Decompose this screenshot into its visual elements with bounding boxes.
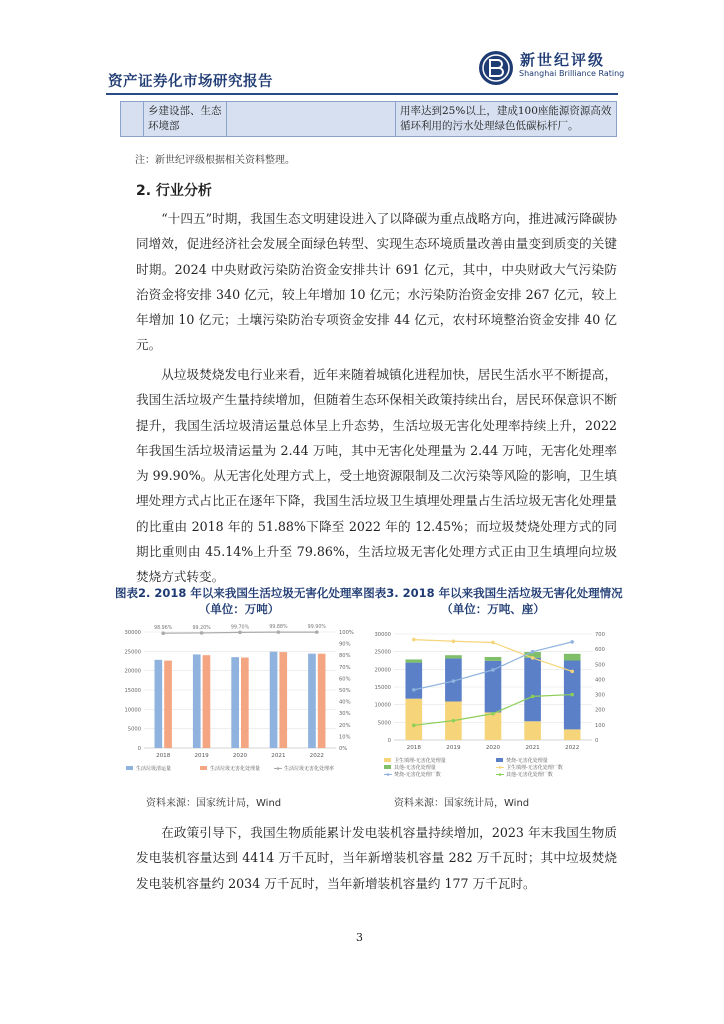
table-cell-content: 用率达到25%以上，建成100座能源资源高效循环利用的污水处理绿色低碳标杆厂。 [396,102,617,137]
legend-label: 焚烧-无害化处理厂数 [394,772,441,778]
data-point [412,638,416,642]
bar [318,654,326,748]
bar-segment [485,657,502,661]
y-left-tick-label: 5000 [127,726,141,733]
logo-english-name: Shanghai Brilliance Rating [519,69,625,78]
table-note: 注：新世纪评级根据相关资料整理。 [135,155,295,166]
data-label: 99.88% [269,625,288,631]
legend-label: 生活垃圾无害化处理率 [284,766,335,772]
bar-segment [405,663,422,699]
legend-swatch [496,758,503,762]
x-tick-label: 2019 [194,753,209,759]
legend-label: 生活垃圾无害化处理量 [210,766,261,772]
x-tick-label: 2021 [271,753,286,759]
bar-segment [445,655,462,658]
y-right-tick-label: 0 [595,738,599,744]
y-right-tick-label: 60% [339,676,351,683]
legend-swatch [384,758,391,762]
data-point [315,630,319,634]
y-right-tick-label: 80% [339,653,351,660]
legend-marker [387,773,390,776]
y-right-tick-label: 30% [339,711,351,718]
data-point [238,631,242,635]
bar-segment [564,654,581,661]
brilliance-logo-icon [478,50,514,86]
figure-2-source: 资料来源：国家统计局，Wind [146,798,282,809]
data-label: 99.90% [307,625,326,631]
page-number: 3 [356,931,363,944]
data-label: 98.96% [154,626,173,632]
x-tick-label: 2020 [485,745,501,751]
bar [241,658,249,748]
legend-swatch [200,766,207,770]
y-left-tick-label: 10000 [374,702,391,709]
legend-marker [499,773,502,776]
bar [155,660,163,748]
bar-segment [405,699,422,740]
data-point [277,630,281,634]
logo-chinese-name: 新世纪评级 [520,51,606,69]
y-right-tick-label: 50% [339,688,351,694]
data-point [531,695,535,699]
legend-marker [499,766,502,769]
chart-treatment-methods [364,624,618,782]
y-left-tick-label: 25000 [124,649,141,656]
x-tick-label: 2018 [156,753,171,759]
legend-swatch [384,765,391,769]
y-right-tick-label: 300 [595,692,605,699]
y-left-tick-label: 30000 [124,630,141,636]
data-point [491,712,495,716]
legend-label: 其他-无害化处理厂数 [506,772,553,778]
legend-label: 生活垃圾清运量 [136,766,172,772]
report-title: 资产证券化市场研究报告 [108,74,273,90]
bar-segment [405,659,422,662]
data-point [412,724,416,728]
y-right-tick-label: 600 [595,647,605,654]
bar-segment [564,729,581,740]
data-point [570,640,574,644]
y-left-tick-label: 10000 [124,707,141,714]
bar-segment [524,658,541,722]
x-tick-label: 2022 [565,745,580,751]
figure-3-title: 图表3. 2018 年以来我国生活垃圾无害化处理情况（单位：万吨、座） [363,586,623,616]
legend-label: 卫生填埋-无害化处理量 [394,758,446,764]
data-point [531,650,535,654]
data-point [161,631,165,635]
x-tick-label: 2022 [309,753,324,759]
table-cell-empty [227,102,396,137]
x-tick-label: 2018 [406,745,421,751]
y-left-tick-label: 30000 [374,632,391,638]
paragraph-3: 在政策引导下，我国生物质能累计发电装机容量持续增加，2023 年末我国生物质发电装机容量达到 4414 万千瓦时，当年新增装机容量 282 万千瓦时；其中垃圾焚烧发电装机容量约 2034 万千瓦时，当年新增装机容量约 177 万千瓦时。 [136,825,617,891]
legend-label: 焚烧-无害化处理量 [506,758,548,764]
y-right-tick-label: 500 [595,662,605,669]
data-point [491,668,495,672]
bar-segment [485,712,502,740]
figure-2-title: 图表2. 2018 年以来我国生活垃圾无害化处理率（单位：万吨） [115,586,363,616]
y-right-tick-label: 100% [339,630,354,636]
legend-label: 卫生填埋-无害化处理厂数 [506,765,563,771]
data-point [412,688,416,692]
y-right-tick-label: 400 [595,677,605,684]
y-right-tick-label: 90% [339,641,351,648]
table-row [121,102,617,137]
y-right-tick-label: 0% [339,746,348,752]
bar [270,652,278,748]
y-right-tick-label: 70% [339,664,351,671]
table-cell-department: 乡建设部、生态环境部 [144,102,227,137]
chart-harmless-treatment-rate [114,624,364,774]
data-point [570,693,574,697]
y-left-tick-label: 25000 [374,649,391,656]
bar [231,657,239,748]
y-right-tick-label: 40% [339,699,351,706]
y-left-tick-label: 15000 [374,685,391,691]
y-right-tick-label: 10% [339,734,351,741]
bar [193,654,201,748]
legend-swatch [126,766,133,770]
section-heading: 2. 行业分析 [136,183,212,199]
data-label: 99.20% [192,625,211,631]
policy-table [120,101,617,137]
data-point [452,679,456,683]
header-divider [106,93,618,95]
x-tick-label: 2019 [446,745,461,751]
y-left-tick-label: 20000 [124,668,141,675]
data-point [452,719,456,723]
bar-segment [524,721,541,740]
data-point [570,670,574,674]
data-point [491,641,495,645]
y-left-tick-label: 20000 [374,667,391,674]
data-point [452,639,456,643]
x-tick-label: 2021 [525,745,540,751]
bar [308,654,316,748]
data-point [531,656,535,660]
data-label: 99.70% [230,625,250,631]
legend-marker [277,767,280,770]
paragraph-2: 从垃圾焚烧发电行业来看，近年来随着城镇化进程加快，居民生活水平不断提高，我国生活垃圾产生量持续增加，但随着生态环保相关政策持续出台，居民环保意识不断提升，我国生活垃圾清运量总体呈上升态势，生活垃圾无害化处理率持续上升，2022 年我国生活垃圾清运量为 2.44 万吨，其中无害化处理量为 2.44 万吨，无害化处理率为 99.90%。从无害化处理方式上，受土地资源限制及二次污染等风险的影响，卫生填埋处理方式占比正在逐年下降，我国生活垃圾卫生填埋处理量占生活垃圾无害化处理量的比重由 2018 年的 51.88%下降至 2022 年的 12.45%；而垃圾焚烧处理方式的同期比重则由 45.14%上升至 79.86%，生活垃圾无害化处理方式正由卫生填埋向垃圾焚烧方式转变。 [136,367,617,585]
paragraph-1: “十四五”时期，我国生态文明建设进入了以降碳为重点战略方向，推进减污降碳协同增效，促进经济社会发展全面绿色转型、实现生态环境质量改善由量变到质变的关键时期。2024 中央财政污染防治资金安排共计 691 亿元，其中，中央财政大气污染防治资金将安排 340 亿元，较上年增加 10 亿元；水污染防治资金安排 267 亿元，较上年增加 10 亿元；土壤污染防治专项资金安排 44 亿元，农村环境整治资金安排 40 亿元。 [136,211,617,353]
table-cell-empty [121,102,144,137]
y-left-tick-label: 15000 [124,688,141,694]
y-right-tick-label: 100 [595,722,605,729]
figure-3-source: 资料来源：国家统计局，Wind [394,798,530,809]
legend-label: 其他-无害化处理量 [394,765,436,771]
y-right-tick-label: 700 [595,632,605,638]
x-tick-label: 2020 [232,753,248,759]
y-left-tick-label: 0 [137,746,141,752]
y-left-tick-label: 0 [387,738,391,744]
data-point [200,631,204,635]
y-right-tick-label: 200 [595,707,605,714]
bar [279,652,287,748]
y-right-tick-label: 20% [339,722,351,729]
bar [203,655,211,748]
y-left-tick-label: 5000 [377,720,391,727]
bar [164,661,172,748]
